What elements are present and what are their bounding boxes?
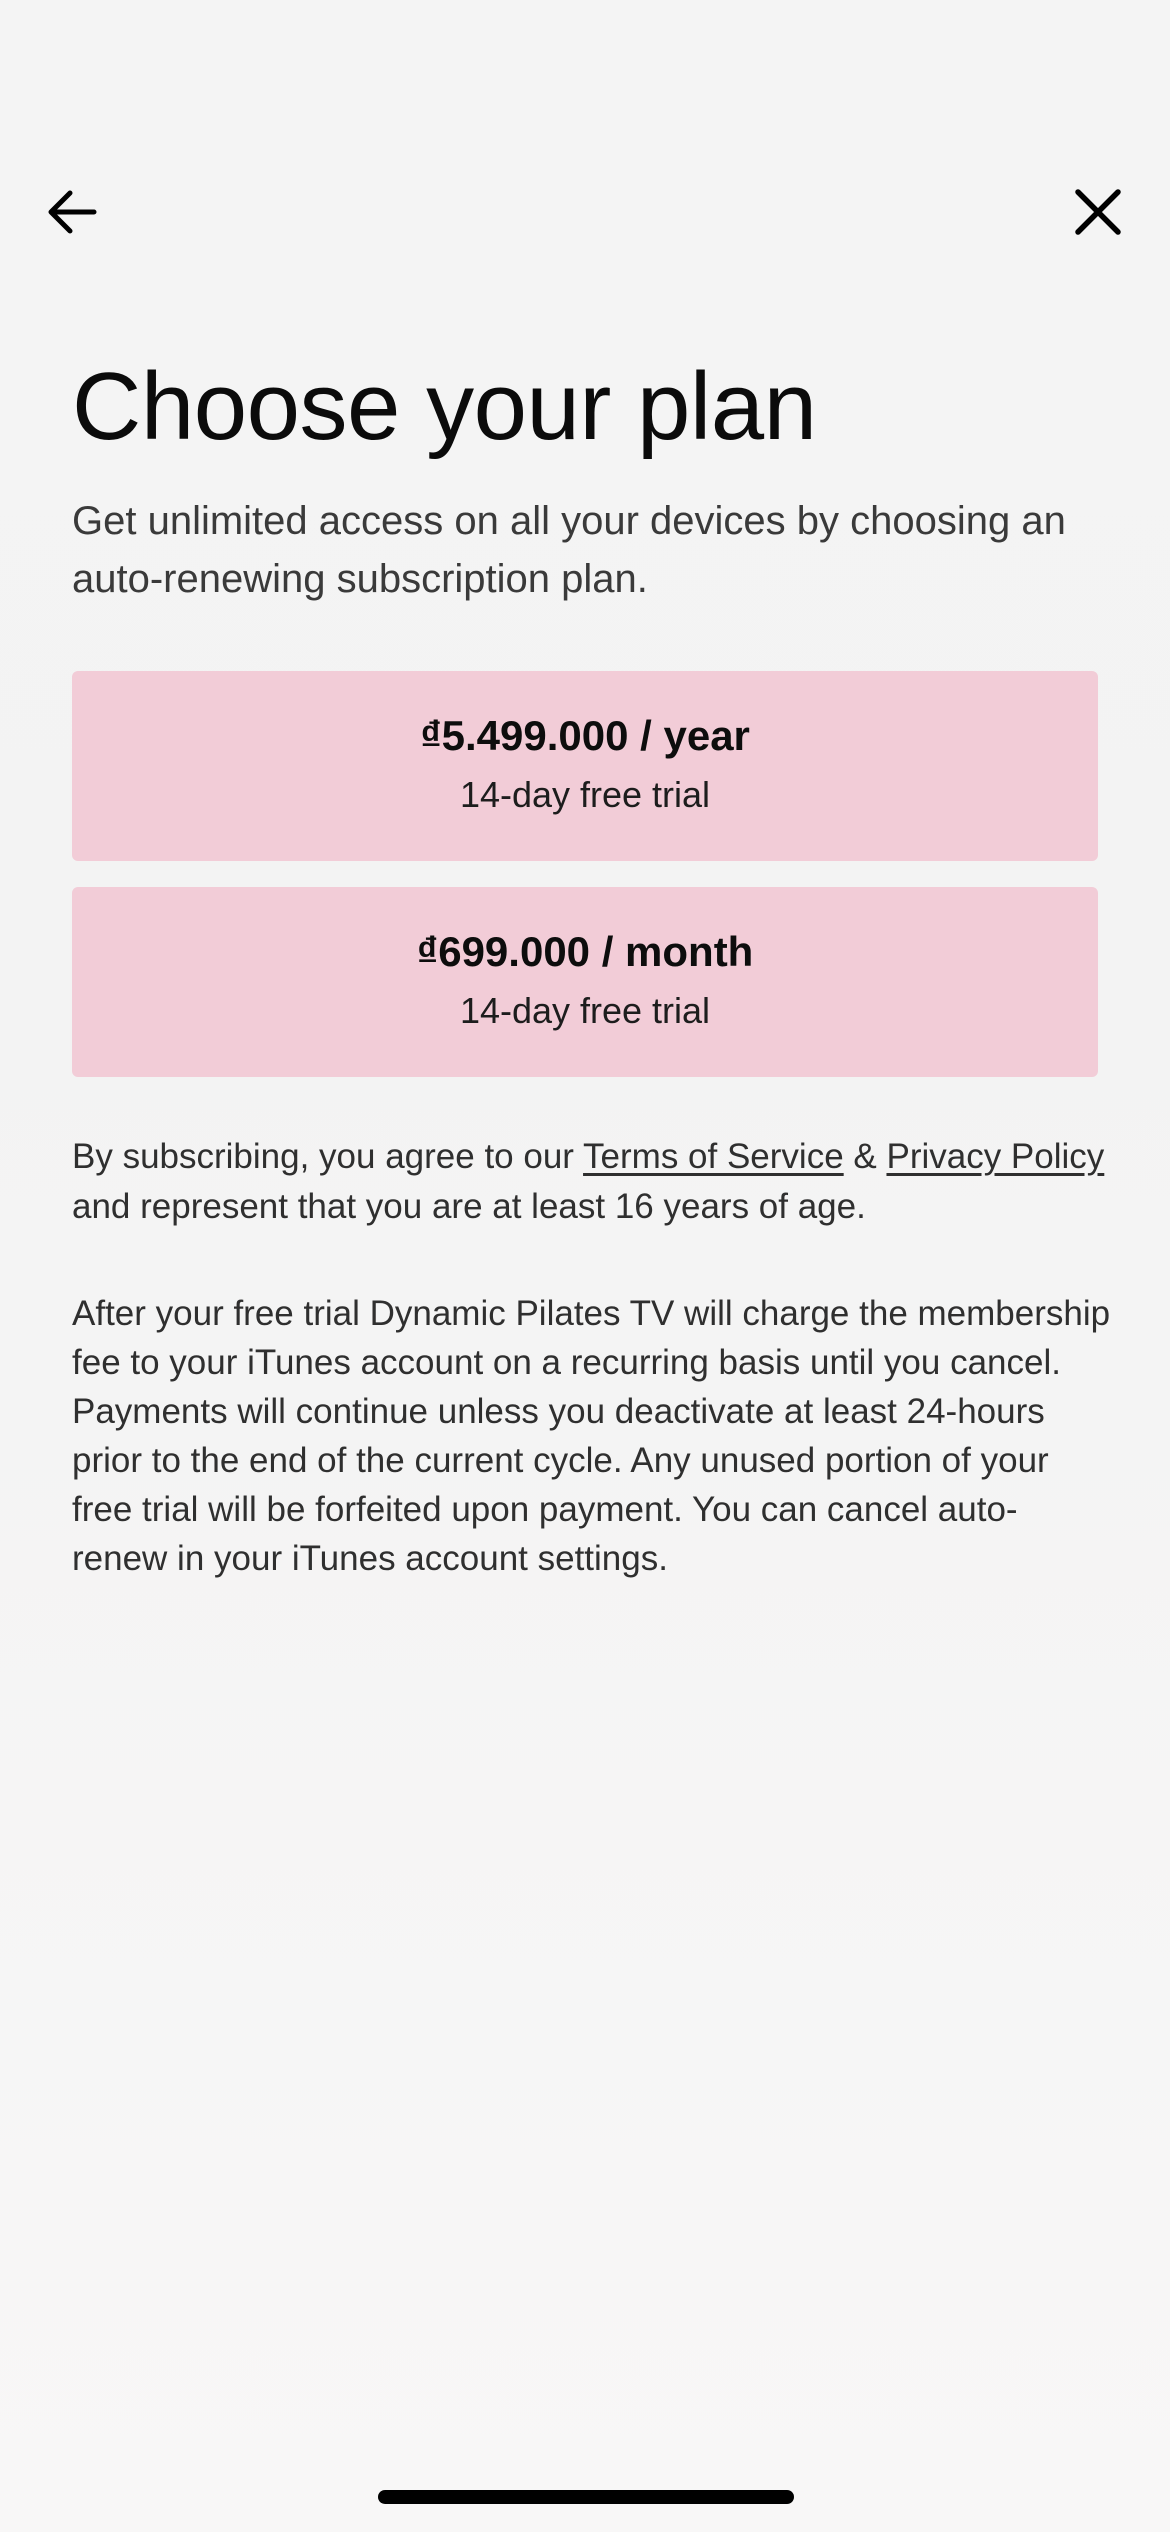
page-subtitle: Get unlimited access on all your devices by choosing an auto-renewing subscription plan. — [72, 499, 1066, 601]
terms-prefix: By subscribing, you agree to our — [72, 1137, 584, 1176]
plan-trial-label: 14-day free trial — [459, 990, 711, 1031]
arrow-left-icon — [40, 180, 104, 244]
terms-notice — [72, 1132, 1112, 1232]
home-indicator[interactable] — [378, 2490, 794, 2504]
plan-trial-label: 14-day free trial — [459, 774, 711, 815]
page-title: Choose your plan — [72, 353, 817, 460]
subscription-disclaimer: After your free trial Dynamic Pilates TV will charge the membership fee to your iTunes account on a recurring basis until you cancel. Payments will continue unless you deactivate at least 24-hours prior to the end of the current cycle. Any unused portion of your free trial will be forfeited upon payment. You can cancel auto-renew in your iTunes account settings. — [72, 1294, 1111, 1578]
privacy-policy-link[interactable]: Privacy Policy — [886, 1137, 1105, 1176]
plan-yearly-button[interactable] — [72, 671, 1098, 861]
terms-of-service-link[interactable]: Terms of Service — [583, 1137, 844, 1176]
plan-monthly-button[interactable] — [72, 887, 1098, 1077]
plan-price: ₫5.499.000 / year — [420, 712, 750, 759]
back-button[interactable] — [40, 180, 104, 244]
close-icon — [1066, 180, 1130, 244]
terms-suffix: and represent that you are at least 16 years of age. — [72, 1187, 866, 1226]
close-button[interactable] — [1066, 180, 1130, 244]
terms-ampersand: & — [843, 1137, 887, 1176]
plan-price: ₫699.000 / month — [416, 928, 754, 975]
